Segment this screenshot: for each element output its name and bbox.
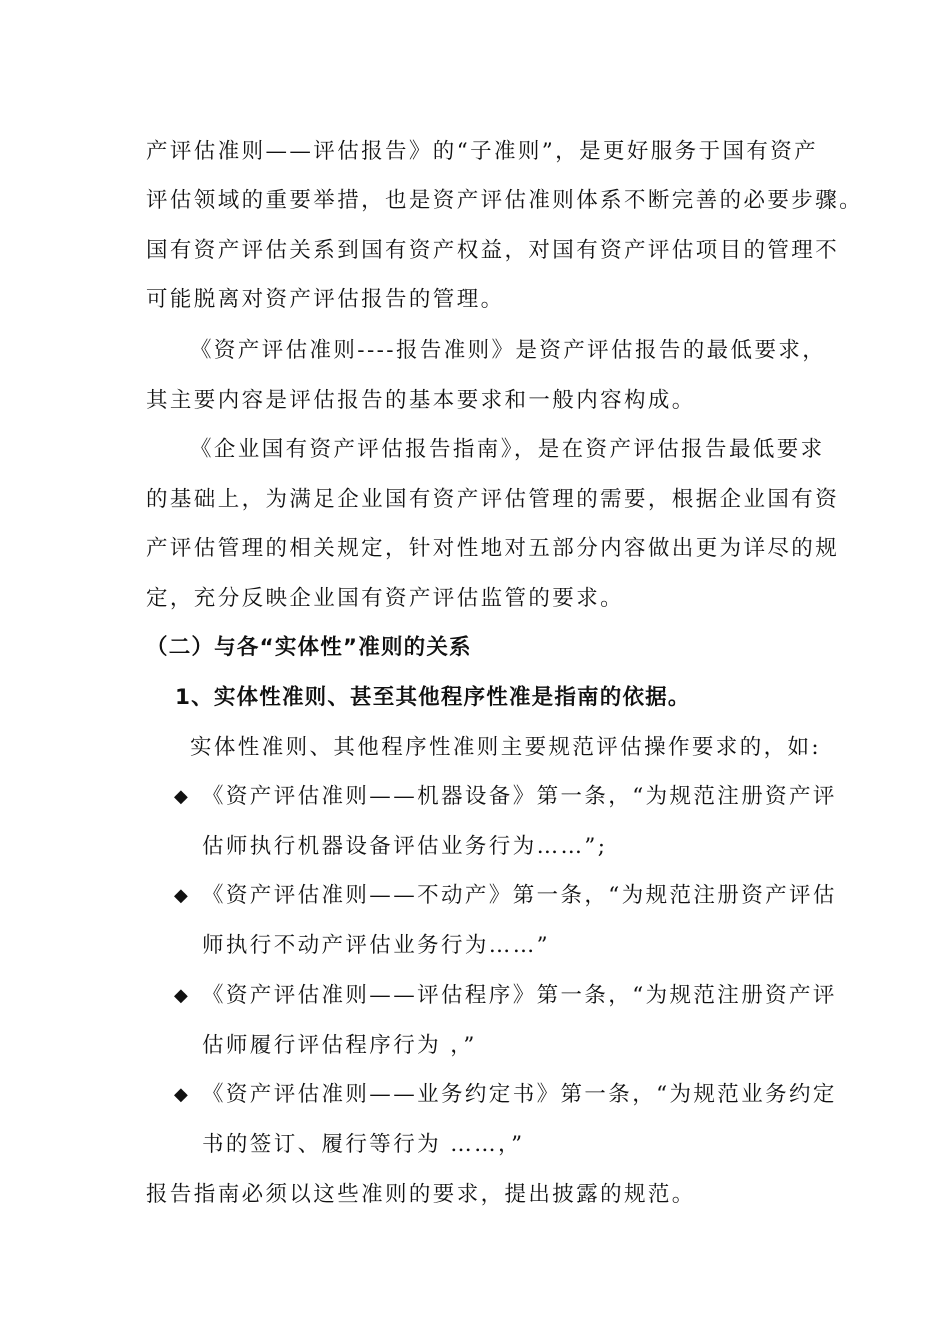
subheading: 1、实体性准则、甚至其他程序性准是指南的依据。	[175, 685, 691, 710]
diamond-bullet-icon: ◆	[174, 885, 188, 906]
bullet-line: 《资产评估准则——评估程序》第一条，“为规范注册资产评	[202, 983, 837, 1008]
conclusion-line: 报告指南必须以这些准则的要求，提出披露的规范。	[146, 1182, 696, 1207]
paragraph-line: 定，充分反映企业国有资产评估监管的要求。	[146, 586, 625, 611]
paragraph-line: 国有资产评估关系到国有资产权益，对国有资产评估项目的管理不	[146, 238, 840, 263]
bullet-line: 《资产评估准则——机器设备》第一条，“为规范注册资产评	[202, 784, 837, 809]
section-heading: （二）与各“实体性”准则的关系	[146, 635, 472, 660]
paragraph-line: 《企业国有资产评估报告指南》，是在资产评估报告最低要求	[190, 437, 825, 462]
intro-line: 实体性准则、其他程序性准则主要规范评估操作要求的，如:	[190, 735, 822, 760]
bullet-line: 《资产评估准则——业务约定书》第一条，“为规范业务约定	[202, 1082, 837, 1107]
bullet-line: 估师执行机器设备评估业务行为……”;	[202, 834, 608, 859]
bullet-line: 书的签订、履行等行为 ……，”	[202, 1132, 525, 1157]
diamond-bullet-icon: ◆	[174, 786, 188, 807]
paragraph-line: 可能脱离对资产评估报告的管理。	[146, 287, 505, 312]
diamond-bullet-icon: ◆	[174, 1084, 188, 1105]
paragraph-line: 的基础上，为满足企业国有资产评估管理的需要，根据企业国有资	[146, 487, 840, 512]
paragraph-line: 《资产评估准则----报告准则》是资产评估报告的最低要求，	[190, 338, 827, 363]
paragraph-line: 其主要内容是评估报告的基本要求和一般内容构成。	[146, 388, 696, 413]
diamond-bullet-icon: ◆	[174, 985, 188, 1006]
paragraph-line: 产评估管理的相关规定，针对性地对五部分内容做出更为详尽的规	[146, 536, 840, 561]
paragraph-line: 产评估准则——评估报告》的“子准则”，是更好服务于国有资产	[146, 139, 819, 164]
bullet-line: 估师履行评估程序行为 ，”	[202, 1033, 477, 1058]
bullet-line: 师执行不动产评估业务行为……”	[202, 933, 550, 958]
bullet-line: 《资产评估准则——不动产》第一条，“为规范注册资产评估	[202, 883, 837, 908]
paragraph-line: 评估领域的重要举措，也是资产评估准则体系不断完善的必要步骤。	[146, 188, 864, 213]
